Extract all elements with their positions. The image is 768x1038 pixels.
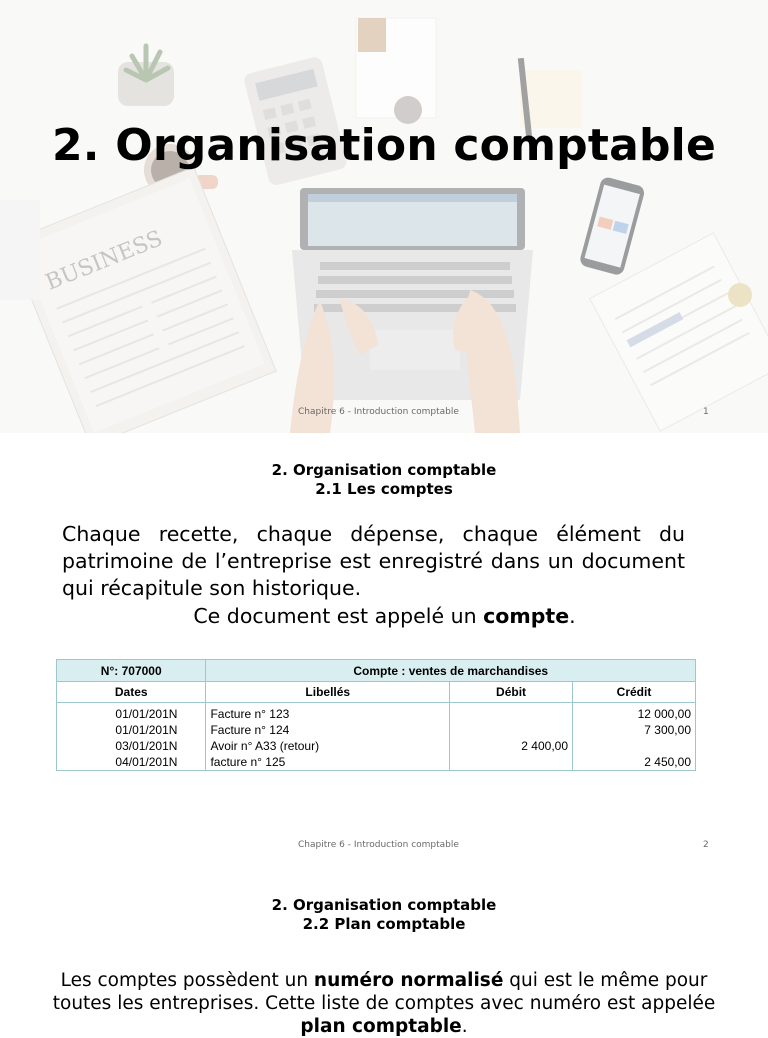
section-heading [0,896,768,934]
column-header: Libellés [206,682,450,703]
table-row: 03/01/201N Avoir n° A33 (retour) 2 400,00 [57,738,696,754]
body-paragraph: Les comptes possèdent un numéro normalisé qui est le même pour toutes les entreprises. Cette liste de comptes avec numéro est appelée plan comptable. [52,970,716,1037]
column-header: Dates [57,682,206,703]
slide-number: 2 [703,840,709,850]
column-header: Crédit [573,682,696,703]
slide-2 [0,433,768,863]
table-row: 01/01/201N Facture n° 124 7 300,00 [57,722,696,738]
definition-term: compte [483,604,570,628]
account-number: N°: 707000 [57,660,206,682]
subheading-line: 2.1 Les comptes [315,480,453,498]
heading-line: 2. Organisation comptable [271,896,497,914]
slide-number: 1 [703,407,709,417]
table-row: 01/01/201N Facture n° 123 12 000,00 [57,703,696,723]
account-name: Compte : ventes de marchandises [206,660,696,682]
body-paragraph: Chaque recette, chaque dépense, chaque élément du patrimoine de l’entreprise est enregistré dans un document qui récapitule son historique. [62,522,685,600]
column-header: Débit [450,682,573,703]
table-row: 04/01/201N facture n° 125 2 450,00 [57,754,696,771]
heading-line: 2. Organisation comptable [271,461,497,479]
slide-footer: Chapitre 6 - Introduction comptable [298,840,459,850]
slide-1 [0,0,768,433]
slide-footer: Chapitre 6 - Introduction comptable [298,407,459,417]
bold-term: plan comptable [300,1016,462,1037]
bold-term: numéro normalisé [313,970,504,991]
definition-line: Ce document est appelé un compte. [193,604,576,628]
account-table [56,659,696,771]
slide-title: 2. Organisation comptable [51,120,716,171]
subheading-line: 2.2 Plan comptable [302,915,466,933]
slide-3 [0,863,768,1037]
section-heading [0,461,768,499]
